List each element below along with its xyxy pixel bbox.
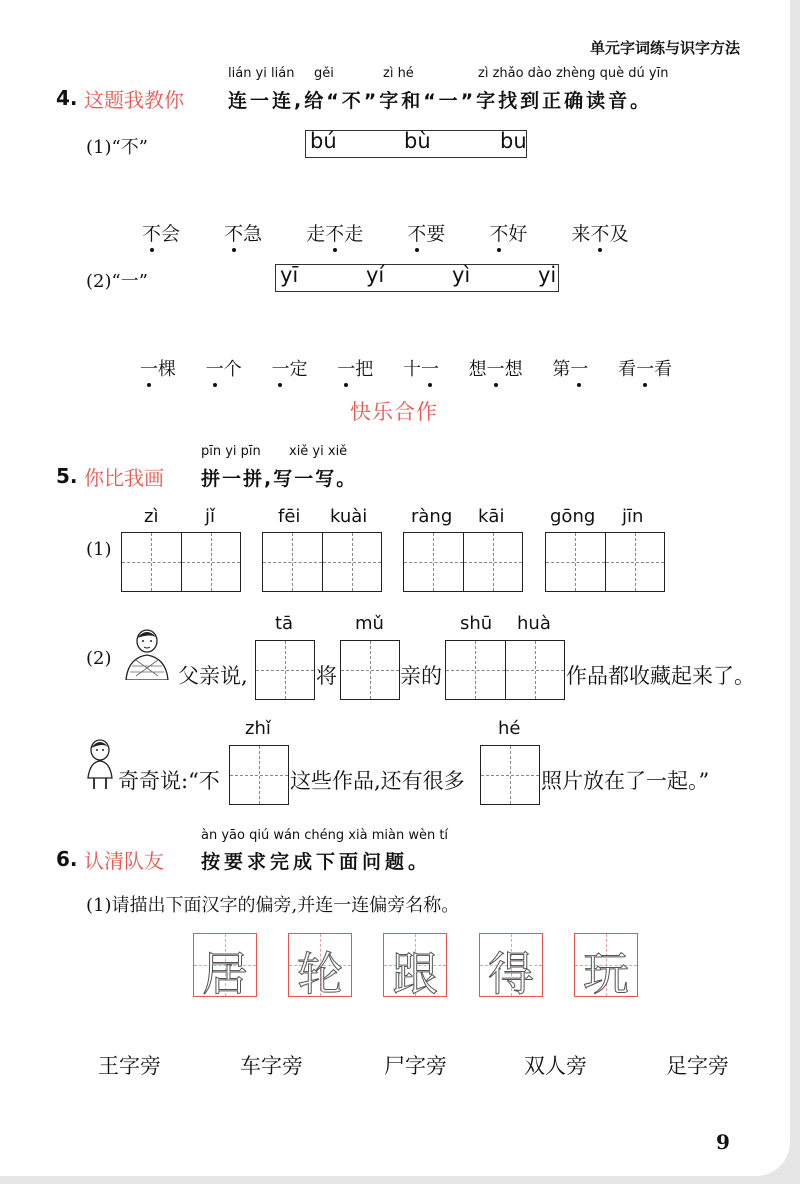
section-title: 快乐合作 [350,400,438,424]
q4-instruction: 连一连,给“不”字和“一”字找到正确读音。 [228,90,653,112]
writing-grid-feikuai[interactable] [262,532,382,592]
writing-grid-gongjin[interactable] [545,532,665,592]
q6-number: 6. [56,847,78,871]
py-he: hé [498,718,521,739]
q4-pinyin-1: lián yi lián [228,66,295,81]
py-kai: kāi [478,506,505,527]
trace-char-ju[interactable]: 居 [193,933,257,997]
q6-part1-text: (1)请描出下面汉字的偏旁,并连一连偏旁名称。 [86,895,460,916]
py-ta: tā [275,613,294,634]
py-rang: ràng [411,506,453,527]
q5-instruction: 拼一拼,写一写。 [201,468,358,490]
py-mu: mǔ [355,613,384,634]
bu-word-list [142,219,628,246]
page-number: 9 [716,1130,730,1154]
q5-sentence1-c: 亲的 [400,664,442,688]
writing-grid-ta[interactable] [255,640,315,700]
yi-word[interactable]: 一棵 [140,359,176,380]
qiqi-avatar-icon [82,738,118,790]
father-avatar-icon [122,628,172,680]
yi-word[interactable]: 一定 [271,359,307,380]
pinyin-yi1[interactable]: yī [280,263,299,287]
q6-instruction: 按要求完成下面问题。 [201,851,432,873]
py-hua: huà [517,613,551,634]
py-fei: fēi [278,506,301,527]
yi-pinyin-box [275,264,559,292]
radical-name[interactable]: 足字旁 [666,1054,729,1078]
radical-name[interactable]: 双人旁 [524,1054,587,1078]
trace-char-lun[interactable]: 轮 [288,933,352,997]
radical-name[interactable]: 尸字旁 [384,1054,447,1078]
radical-name[interactable]: 车字旁 [240,1054,303,1078]
writing-grid-rangkai[interactable] [403,532,523,592]
q5-pinyin-2: xiě yi xiě [289,444,348,459]
q4-number: 4. [56,86,78,110]
py-ji: jǐ [205,506,216,527]
yi-word[interactable]: 一个 [206,359,242,380]
q5-part1-label: (1) [86,539,112,560]
py-shu: shū [460,613,493,634]
py-kuai: kuài [330,506,368,527]
q5-sentence2-a: 奇奇说:“不 [118,769,220,793]
q5-pinyin-1: pīn yi pīn [201,444,261,459]
pinyin-bu2[interactable]: bú [310,129,337,153]
writing-grid-he[interactable] [480,745,540,805]
writing-grid-mu[interactable] [340,640,400,700]
bu-word[interactable]: 不急 [224,223,262,245]
yi-word-list [140,355,672,381]
q4-pinyin-3: zì hé [383,66,414,81]
py-zhi: zhǐ [245,718,271,739]
q5-sentence1-b: 将 [316,664,337,688]
trace-char-wan[interactable]: 玩 [574,933,638,997]
unit-header: 单元字词练与识字方法 [590,39,741,57]
py-jin: jīn [622,506,644,527]
bu-word[interactable]: 不要 [407,223,445,245]
yi-word[interactable]: 一把 [337,359,373,380]
pinyin-yi2[interactable]: yí [366,263,385,287]
q4-title: 这题我教你 [84,88,184,112]
q6-pinyin: àn yāo qiú wán chéng xià miàn wèn tí [201,828,449,843]
bu-word[interactable]: 不好 [489,223,527,245]
pinyin-bu4[interactable]: bù [404,129,431,153]
q4-pinyin-2: gěi [314,66,334,81]
bu-word[interactable]: 走不走 [306,223,363,245]
trace-char-gen[interactable]: 跟 [383,933,447,997]
pinyin-bu-neutral[interactable]: bu [500,129,527,153]
q5-sentence1-a: 父亲说, [178,664,248,688]
q5-sentence1-d: 作品都收藏起来了。 [566,664,755,688]
py-gong: gōng [550,506,596,527]
writing-grid-shuhua[interactable] [445,640,565,700]
bu-pinyin-box [305,130,527,158]
q5-sentence2-c: 照片放在了一起。” [541,769,710,793]
yi-word[interactable]: 十一 [403,359,439,380]
trace-char-de[interactable]: 得 [479,933,543,997]
writing-grid-zhi[interactable] [229,745,289,805]
q5-title: 你比我画 [84,466,164,490]
yi-word[interactable]: 第一 [552,359,588,380]
q4-part1-label: (1)“不” [86,137,148,158]
yi-word[interactable]: 想一想 [469,359,523,380]
bu-word[interactable]: 不会 [142,223,180,245]
radical-name[interactable]: 王字旁 [98,1054,161,1078]
yi-word[interactable]: 看一看 [618,359,672,380]
bu-word[interactable]: 来不及 [571,223,628,245]
writing-grid-ziji[interactable] [121,532,241,592]
q5-number: 5. [56,464,78,488]
q5-sentence2-b: 这些作品,还有很多 [290,769,465,793]
q6-title: 认清队友 [84,849,164,873]
py-zi: zì [144,506,159,527]
q4-pinyin-4: zì zhǎo dào zhèng què dú yīn [478,66,669,81]
q4-part2-label: (2)“一” [86,271,148,292]
pinyin-yi-neutral[interactable]: yi [538,263,557,287]
pinyin-yi4[interactable]: yì [452,263,471,287]
q5-part2-label: (2) [86,648,112,669]
